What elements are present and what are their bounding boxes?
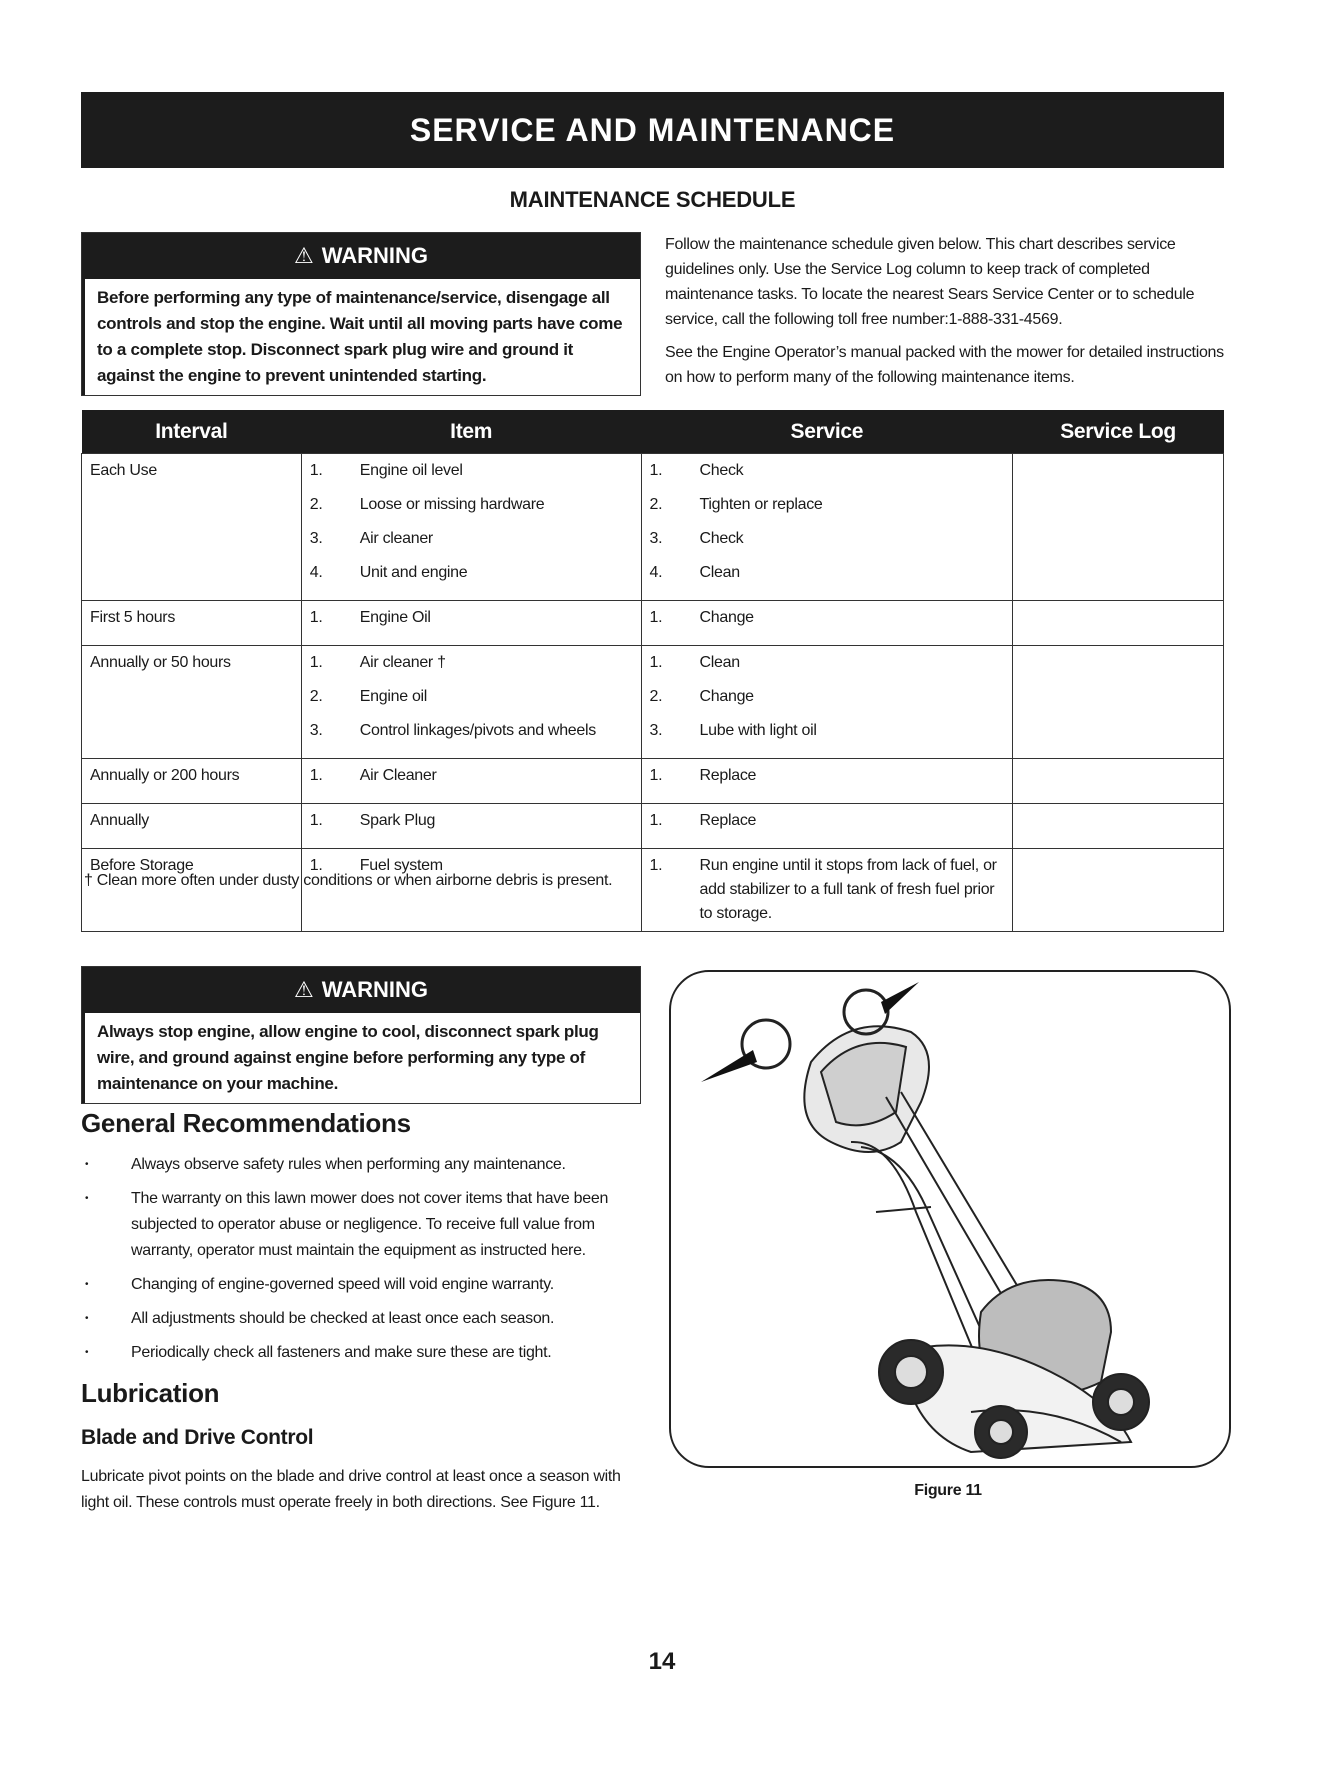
list-item xyxy=(310,459,633,493)
interval-cell: Annually xyxy=(82,804,302,849)
item-number: 3. xyxy=(309,722,323,739)
item-text: Replace xyxy=(699,767,757,784)
list-item xyxy=(310,606,633,640)
service-cell xyxy=(641,759,1013,804)
list-item xyxy=(310,561,633,595)
item-text: Engine Oil xyxy=(359,609,431,626)
item-text: Clean xyxy=(699,654,740,671)
blade-drive-control-subtitle: Blade and Drive Control xyxy=(81,1426,314,1449)
item-text: Engine oil xyxy=(359,688,428,705)
item-text: Control linkages/pivots and wheels xyxy=(359,722,596,739)
interval-cell: Before Storage xyxy=(82,849,302,932)
item-cell xyxy=(301,759,641,804)
item-text: Air Cleaner xyxy=(359,767,437,784)
item-number: 1. xyxy=(309,654,323,671)
item-number: 3. xyxy=(309,530,323,547)
interval-cell: Annually or 50 hours xyxy=(82,646,302,759)
item-text: Tighten or replace xyxy=(699,496,823,513)
list-item: • Periodically check all fasteners and make sure these are tight. xyxy=(81,1340,621,1366)
table-row xyxy=(82,601,1224,646)
list-item: • All adjustments should be checked at least once each season. xyxy=(81,1306,621,1332)
list-item xyxy=(650,561,1005,595)
figure-11-frame xyxy=(669,970,1231,1468)
recommendations-list xyxy=(81,1152,621,1374)
item-cell xyxy=(301,454,641,601)
item-text: Replace xyxy=(699,812,757,829)
list-item xyxy=(310,493,633,527)
warning-label: WARNING xyxy=(321,977,429,1002)
table-header-row xyxy=(82,410,1224,454)
warning-header xyxy=(82,233,640,279)
page-number: 14 xyxy=(648,1648,676,1675)
list-item: • Changing of engine-governed speed will void engine warranty. xyxy=(81,1272,621,1298)
service-cell xyxy=(641,454,1013,601)
item-text: Spark Plug xyxy=(359,812,436,829)
item-text: Air cleaner xyxy=(359,530,433,547)
maintenance-schedule-heading: MAINTENANCE SCHEDULE xyxy=(509,187,796,212)
warning-triangle-icon: ⚠ xyxy=(293,977,314,1002)
table-row xyxy=(82,804,1224,849)
item-number: 4. xyxy=(309,564,323,581)
service-cell xyxy=(641,804,1013,849)
item-text: Change xyxy=(699,688,754,705)
general-recommendations-title: General Recommendations xyxy=(81,1108,411,1138)
item-text: Air cleaner † xyxy=(359,654,446,671)
item-number: 1. xyxy=(309,812,323,829)
maintenance-table xyxy=(81,410,1224,932)
item-text: Fuel system xyxy=(359,857,443,874)
item-number: 1. xyxy=(309,857,323,874)
item-number: 1. xyxy=(649,857,663,874)
item-text: Check xyxy=(699,462,744,479)
item-cell xyxy=(301,601,641,646)
item-number: 4. xyxy=(649,564,663,581)
service-log-cell[interactable] xyxy=(1013,454,1224,601)
warning-text: Before performing any type of maintenance/service, disengage all controls and stop the engine. Wait until all moving parts have come to a complete stop. Disconnect spark plug wire and ground it against the engine to prevent unintended starting. xyxy=(82,279,640,395)
service-log-cell[interactable] xyxy=(1013,759,1224,804)
service-log-cell[interactable] xyxy=(1013,804,1224,849)
header-service: Service xyxy=(641,410,1013,454)
item-number: 3. xyxy=(649,530,663,547)
list-item xyxy=(650,651,1005,685)
warning-text: Always stop engine, allow engine to cool, disconnect spark plug wire, and ground against engine before performing any type of maintenance on your machine. xyxy=(82,1013,640,1103)
item-number: 1. xyxy=(649,767,663,784)
table-row xyxy=(82,454,1224,601)
warning-label: WARNING xyxy=(321,243,429,268)
item-cell xyxy=(301,646,641,759)
item-number: 2. xyxy=(309,496,323,513)
list-item xyxy=(310,764,633,798)
header-interval: Interval xyxy=(82,410,302,454)
list-item xyxy=(310,719,633,753)
list-item xyxy=(650,527,1005,561)
lubrication-text: Lubricate pivot points on the blade and drive control at least once a season with light oil. These controls must operate freely in both directions. See Figure 11. xyxy=(81,1468,621,1511)
interval-cell: Annually or 200 hours xyxy=(82,759,302,804)
item-text: Engine oil level xyxy=(359,462,463,479)
item-cell xyxy=(301,849,641,932)
list-item xyxy=(310,809,633,843)
item-text: Unit and engine xyxy=(359,564,468,581)
service-log-cell[interactable] xyxy=(1013,849,1224,932)
item-text: Run engine until it stops from lack of fuel, or add stabilizer to a full tank of fresh fuel prior to storage. xyxy=(699,857,997,922)
service-cell xyxy=(641,849,1013,932)
item-text: Lube with light oil xyxy=(699,722,817,739)
warning-triangle-icon: ⚠ xyxy=(293,243,314,268)
service-cell xyxy=(641,646,1013,759)
item-text: Clean xyxy=(699,564,740,581)
list-item xyxy=(310,685,633,719)
item-number: 1. xyxy=(649,812,663,829)
lawn-mower-illustration xyxy=(671,972,1229,1466)
list-item xyxy=(650,764,1005,798)
item-text: Loose or missing hardware xyxy=(359,496,545,513)
header-service-log: Service Log xyxy=(1013,410,1224,454)
item-cell xyxy=(301,804,641,849)
list-item xyxy=(650,809,1005,843)
intro-text xyxy=(665,232,1231,398)
intro-paragraph-2: See the Engine Operator’s manual packed with the mower for detailed instructions on how to perform many of the following maintenance items. xyxy=(665,344,1224,386)
service-cell xyxy=(641,601,1013,646)
warning-header xyxy=(82,967,640,1013)
item-number: 1. xyxy=(649,654,663,671)
item-text: Check xyxy=(699,530,744,547)
item-number: 2. xyxy=(649,688,663,705)
item-number: 1. xyxy=(649,609,663,626)
item-number: 1. xyxy=(309,462,323,479)
list-item xyxy=(310,651,633,685)
list-item xyxy=(650,719,1005,753)
list-item: • The warranty on this lawn mower does not cover items that have been subjected to operator abuse or negligence. To receive full value from warranty, operator must maintain the equipment as instructed here. xyxy=(81,1186,621,1264)
table-footnote: † Clean more often under dusty conditions or when airborne debris is present. xyxy=(84,872,613,889)
item-number: 2. xyxy=(649,496,663,513)
section-banner: SERVICE AND MAINTENANCE xyxy=(81,92,1224,168)
intro-paragraph-1: Follow the maintenance schedule given below. This chart describes service guidelines only. Use the Service Log column to keep track of completed maintenance tasks. To locate the nearest Sears Service Center or to schedule service, call the following toll free number:1-888-331-4569. xyxy=(665,236,1195,328)
item-number: 3. xyxy=(649,722,663,739)
lubrication-title: Lubrication xyxy=(81,1378,220,1408)
item-text: Change xyxy=(699,609,754,626)
item-number: 2. xyxy=(309,688,323,705)
figure-caption: Figure 11 xyxy=(914,1482,982,1499)
list-item xyxy=(650,606,1005,640)
item-number: 1. xyxy=(309,767,323,784)
list-item xyxy=(310,527,633,561)
warning-box-1 xyxy=(81,232,641,396)
header-item: Item xyxy=(301,410,641,454)
item-number: 1. xyxy=(309,609,323,626)
interval-cell: First 5 hours xyxy=(82,601,302,646)
table-row xyxy=(82,759,1224,804)
warning-box-2 xyxy=(81,966,641,1104)
service-log-cell[interactable] xyxy=(1013,601,1224,646)
list-item: • Always observe safety rules when performing any maintenance. xyxy=(81,1152,621,1178)
list-item xyxy=(650,459,1005,493)
list-item xyxy=(650,493,1005,527)
table-row xyxy=(82,849,1224,932)
table-row xyxy=(82,646,1224,759)
service-log-cell[interactable] xyxy=(1013,646,1224,759)
list-item xyxy=(650,685,1005,719)
interval-cell: Each Use xyxy=(82,454,302,601)
list-item xyxy=(650,854,1005,926)
item-number: 1. xyxy=(649,462,663,479)
